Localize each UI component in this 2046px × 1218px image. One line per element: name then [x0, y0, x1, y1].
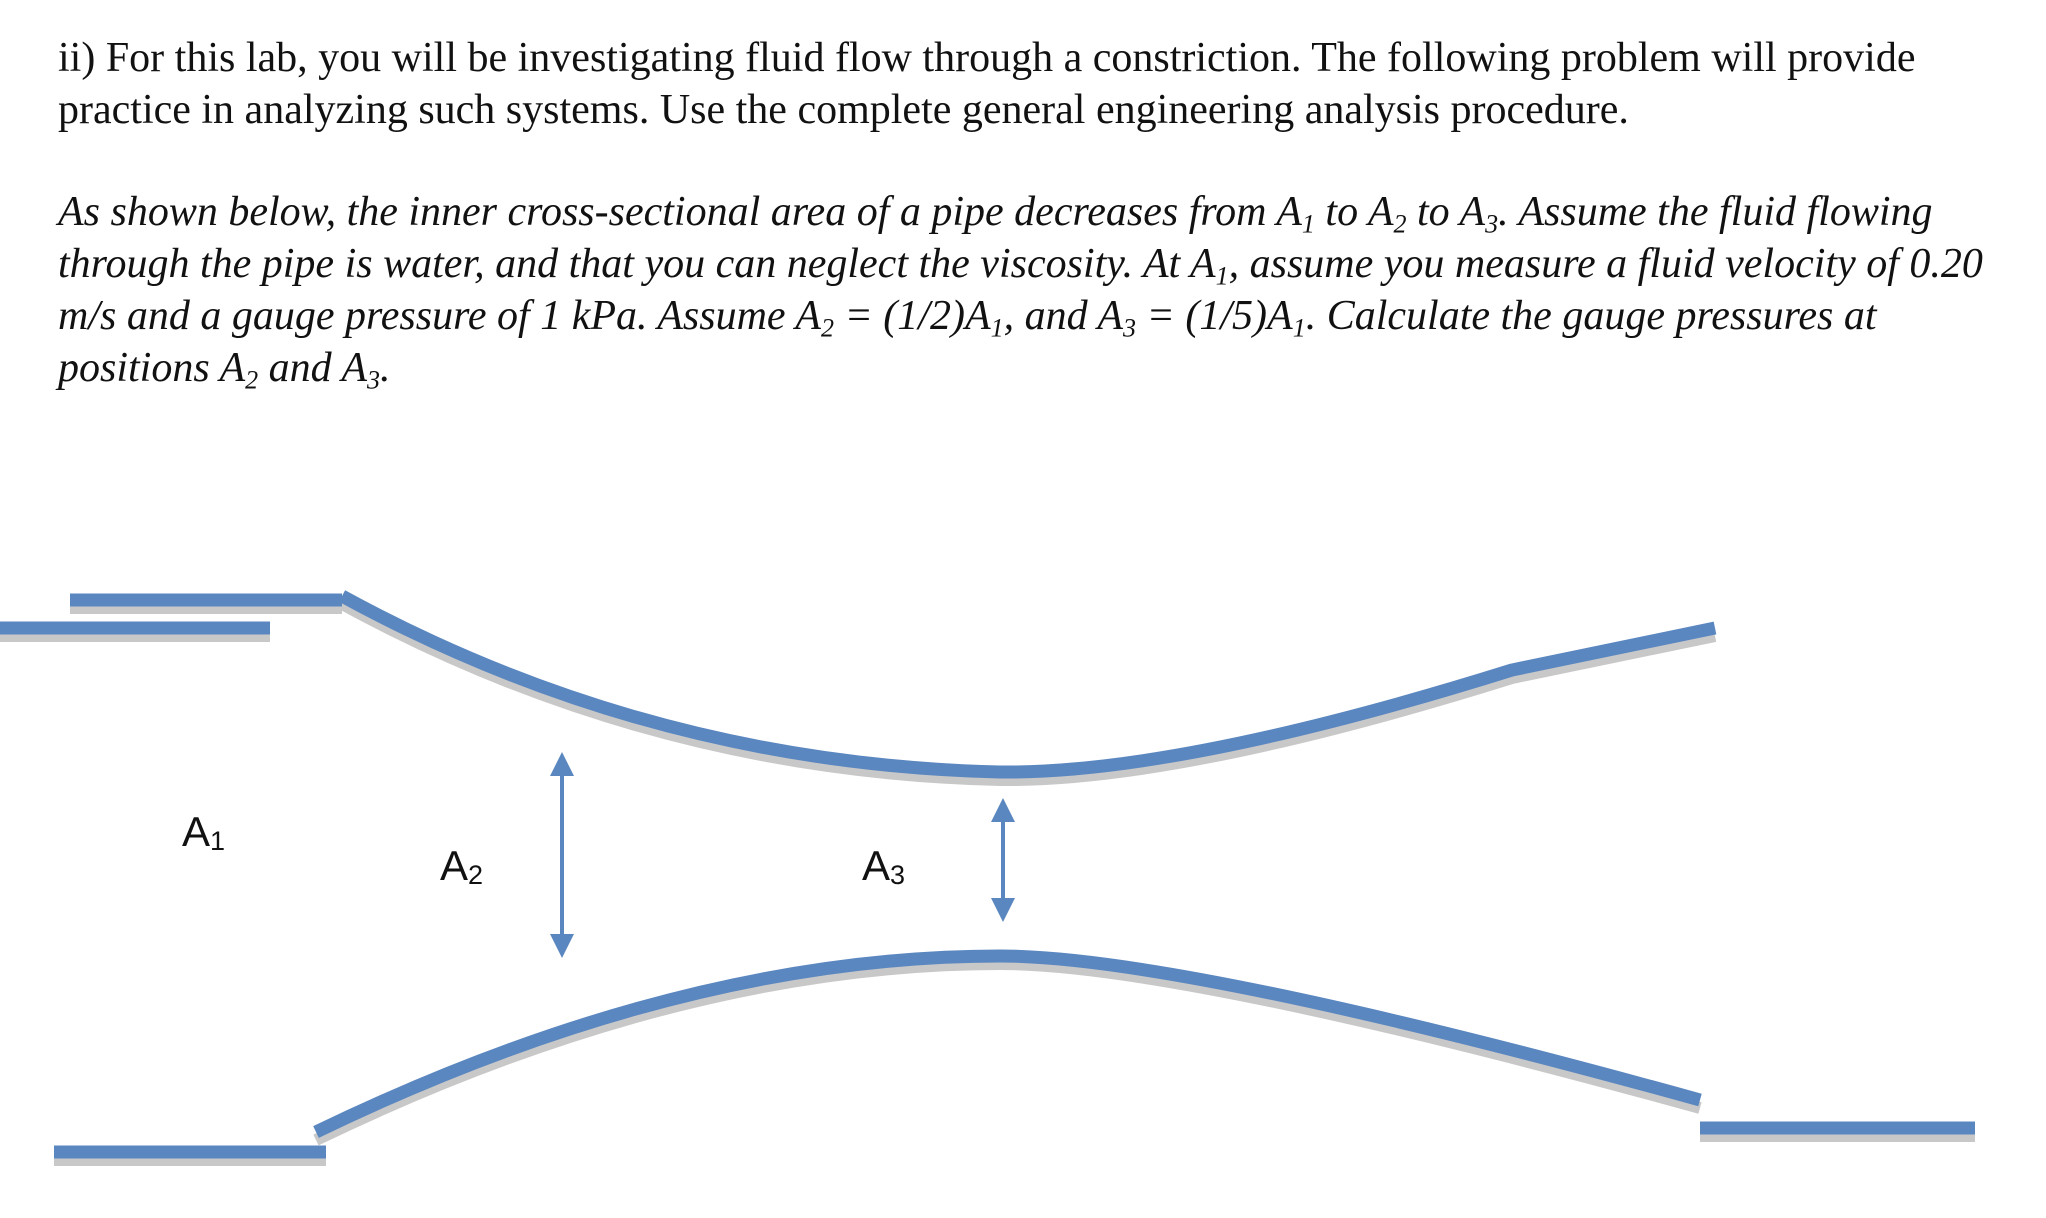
subscript: 2	[245, 365, 259, 395]
area-arrow-a3	[991, 798, 1015, 922]
label-a1	[182, 808, 225, 856]
problem-text-6: = (1/2)A	[833, 293, 991, 339]
problem-statement	[58, 186, 2018, 394]
problem-text-7: , and A	[1003, 293, 1124, 339]
label-a1-main: A	[182, 808, 211, 855]
pipe-constriction-diagram	[0, 560, 2046, 1218]
area-arrow-a2	[550, 752, 574, 958]
problem-text-3: to A	[1406, 189, 1486, 235]
arrow-head-down-icon	[550, 934, 574, 958]
problem-text-5: , assume you measure a fluid velocity of 0.20 m/s and a gauge pressure of 1 kPa. Assume A	[58, 241, 1983, 339]
pipe-walls	[0, 596, 1975, 1152]
intro-paragraph	[58, 32, 2018, 136]
label-a3-main: A	[862, 842, 891, 889]
subscript: 3	[1485, 209, 1499, 239]
subscript: 2	[1393, 209, 1407, 239]
pipe-shadows	[0, 604, 1975, 1160]
subscript: 2	[820, 313, 834, 343]
label-a2	[440, 842, 483, 890]
problem-text-2: to A	[1314, 189, 1394, 235]
label-a1-sub: 1	[210, 826, 226, 856]
arrow-head-down-icon	[991, 898, 1015, 922]
problem-text-11: .	[380, 345, 391, 391]
arrow-head-up-icon	[550, 752, 574, 776]
subscript: 1	[990, 313, 1004, 343]
lower-constriction-wall	[316, 956, 1700, 1132]
intro-text: ii) For this lab, you will be investigating fluid flow through a constriction. The following problem will provide practice in analyzing such systems. Use the complete general engineering analysis procedure.	[58, 35, 1916, 133]
pipe-shadow	[316, 964, 1700, 1140]
problem-text-9: . Calculate the gauge pressures at positions A	[58, 293, 1877, 391]
label-a3	[862, 842, 905, 890]
problem-text-4: . Assume the fluid flowing through the pipe is water, and that you can neglect the viscosity. At A	[58, 189, 1933, 287]
subscript: 1	[1292, 313, 1306, 343]
label-a2-main: A	[440, 842, 469, 889]
label-a2-sub: 2	[468, 860, 484, 890]
problem-text-8: = (1/5)A	[1136, 293, 1293, 339]
label-a3-sub: 3	[890, 860, 906, 890]
subscript: 1	[1215, 261, 1229, 291]
arrow-head-up-icon	[991, 798, 1015, 822]
subscript: 1	[1301, 209, 1315, 239]
problem-text-1: As shown below, the inner cross-sectional area of a pipe decreases from A	[58, 189, 1302, 235]
problem-text-10: and A	[258, 345, 368, 391]
subscript: 3	[1123, 313, 1137, 343]
subscript: 3	[367, 365, 381, 395]
